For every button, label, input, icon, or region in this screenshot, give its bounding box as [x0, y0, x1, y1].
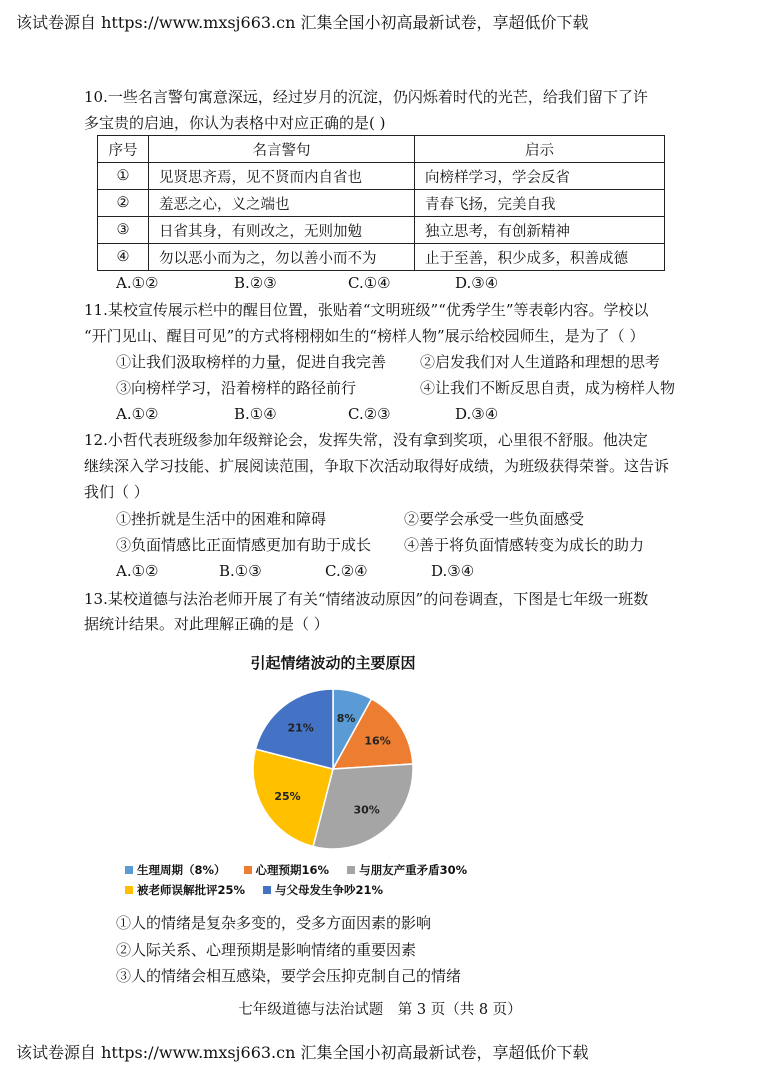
- chart-title: 引起情绪波动的主要原因: [250, 654, 416, 672]
- q13-statement-2: ②人际关系、心理预期是影响情绪的重要因素: [116, 941, 417, 959]
- q12-option-c: C.②④: [325, 562, 368, 580]
- q10-option-d: D.③④: [455, 274, 499, 292]
- legend-item: [263, 882, 383, 898]
- header-index: 序号: [98, 136, 149, 163]
- chart-legend-row1: [125, 862, 481, 878]
- table-row: [98, 163, 665, 190]
- q12-statement-3: ③负面情感比正面情感更加有助于成长: [116, 536, 372, 554]
- legend-swatch: [125, 866, 133, 874]
- row-maxim: 日省其身，有则改之，无则加勉: [149, 217, 415, 244]
- legend-label: 与父母发生争吵21%: [275, 883, 384, 897]
- row-insight: 独立思考，有创新精神: [415, 217, 665, 244]
- q12-stem-line2: 继续深入学习技能、扩展阅读范围，争取下次活动取得好成绩，为班级获得荣誉。这告诉: [84, 457, 670, 475]
- q11-statement-2: ②启发我们对人生道路和理想的思考: [420, 353, 661, 371]
- header-maxim: 名言警句: [149, 136, 415, 163]
- legend-label: 生理周期（8%）: [137, 863, 226, 877]
- legend-item: [347, 862, 467, 878]
- row-index: ③: [98, 217, 149, 244]
- q11-option-c: C.②③: [348, 405, 391, 423]
- row-insight: 向榜样学习，学会反省: [415, 163, 665, 190]
- legend-swatch: [347, 866, 355, 874]
- q12-statement-2: ②要学会承受一些负面感受: [404, 510, 585, 528]
- q12-statement-1: ①挫折就是生活中的困难和障碍: [116, 510, 327, 528]
- legend-item: [125, 882, 245, 898]
- q10-stem-line1: 10.一些名言警句寓意深远，经过岁月的沉淀，仍闪烁着时代的光芒，给我们留下了许: [84, 88, 648, 106]
- q13-stem-line2: 据统计结果。对此理解正确的是（ ）: [84, 615, 329, 633]
- row-insight: 止于至善，积少成多，积善成德: [415, 244, 665, 271]
- pie-data-label-1: 16%: [364, 734, 391, 748]
- q10-option-a: A.①②: [116, 274, 159, 292]
- table-row: [98, 190, 665, 217]
- legend-item: [125, 862, 226, 878]
- pie-data-label-0: 8%: [336, 711, 356, 725]
- row-maxim: 羞恶之心，义之端也: [149, 190, 415, 217]
- source-banner-bottom: 该试卷源自 https://www.mxsj663.cn 汇集全国小初高最新试卷，享超低价下载: [16, 1043, 589, 1062]
- q12-option-b: B.①③: [219, 562, 262, 580]
- row-maxim: 见贤思齐焉，见不贤而内自省也: [149, 163, 415, 190]
- table-header-row: [98, 136, 665, 163]
- pie-chart: [247, 683, 419, 855]
- q11-statement-1: ①让我们汲取榜样的力量，促进自我完善: [116, 353, 387, 371]
- table-row: [98, 217, 665, 244]
- q12-stem-line3: 我们（ ）: [84, 483, 149, 501]
- row-maxim: 勿以恶小而为之，勿以善小而不为: [149, 244, 415, 271]
- table-row: [98, 244, 665, 271]
- q10-option-b: B.②③: [234, 274, 277, 292]
- q10-stem-line2: 多宝贵的启迪，你认为表格中对应正确的是( ): [84, 114, 386, 132]
- q11-option-d: D.③④: [455, 405, 499, 423]
- legend-swatch: [263, 886, 271, 894]
- legend-label: 与朋友产重矛盾30%: [359, 863, 468, 877]
- q12-statement-4: ④善于将负面情感转变为成长的助力: [404, 536, 645, 554]
- maxims-table: [97, 135, 665, 271]
- legend-swatch: [244, 866, 252, 874]
- q11-stem-line2: “开门见山、醒目可见”的方式将栩栩如生的“榜样人物”展示给校园师生，是为了（ ）: [84, 327, 645, 345]
- source-banner-top: 该试卷源自 https://www.mxsj663.cn 汇集全国小初高最新试卷，享超低价下载: [16, 13, 589, 32]
- row-index: ④: [98, 244, 149, 271]
- q12-stem-line1: 12.小哲代表班级参加年级辩论会，发挥失常，没有拿到奖项，心里很不舒服。他决定: [84, 431, 648, 449]
- q13-statement-1: ①人的情绪是复杂多变的，受多方面因素的影响: [116, 914, 432, 932]
- q10-option-c: C.①④: [348, 274, 391, 292]
- row-index: ①: [98, 163, 149, 190]
- page-footer: 七年级道德与法治试题 第 3 页（共 8 页）: [238, 1002, 522, 1018]
- legend-item: [244, 862, 330, 878]
- q12-option-d: D.③④: [431, 562, 475, 580]
- pie-data-label-2: 30%: [353, 803, 380, 817]
- q13-stem-line1: 13.某校道德与法治老师开展了有关“情绪波动原因”的问卷调查，下图是七年级一班数: [84, 590, 649, 608]
- header-insight: 启示: [415, 136, 665, 163]
- row-insight: 青春飞扬，完美自我: [415, 190, 665, 217]
- row-index: ②: [98, 190, 149, 217]
- q11-statement-3: ③向榜样学习，沿着榜样的路径前行: [116, 379, 357, 397]
- legend-label: 被老师误解批评25%: [137, 883, 246, 897]
- pie-data-label-3: 25%: [274, 789, 301, 803]
- q11-option-b: B.①④: [234, 405, 277, 423]
- legend-swatch: [125, 886, 133, 894]
- q13-statement-3: ③人的情绪会相互感染，要学会压抑克制自己的情绪: [116, 967, 462, 985]
- legend-label: 心理预期16%: [255, 863, 330, 877]
- chart-legend-row2: [125, 882, 397, 898]
- pie-data-label-4: 21%: [287, 721, 314, 735]
- q12-option-a: A.①②: [116, 562, 159, 580]
- q11-statement-4: ④让我们不断反思自责，成为榜样人物: [420, 379, 676, 397]
- q11-option-a: A.①②: [116, 405, 159, 423]
- q11-stem-line1: 11.某校宣传展示栏中的醒目位置，张贴着“文明班级”“优秀学生”等表彰内容。学校以: [84, 301, 649, 319]
